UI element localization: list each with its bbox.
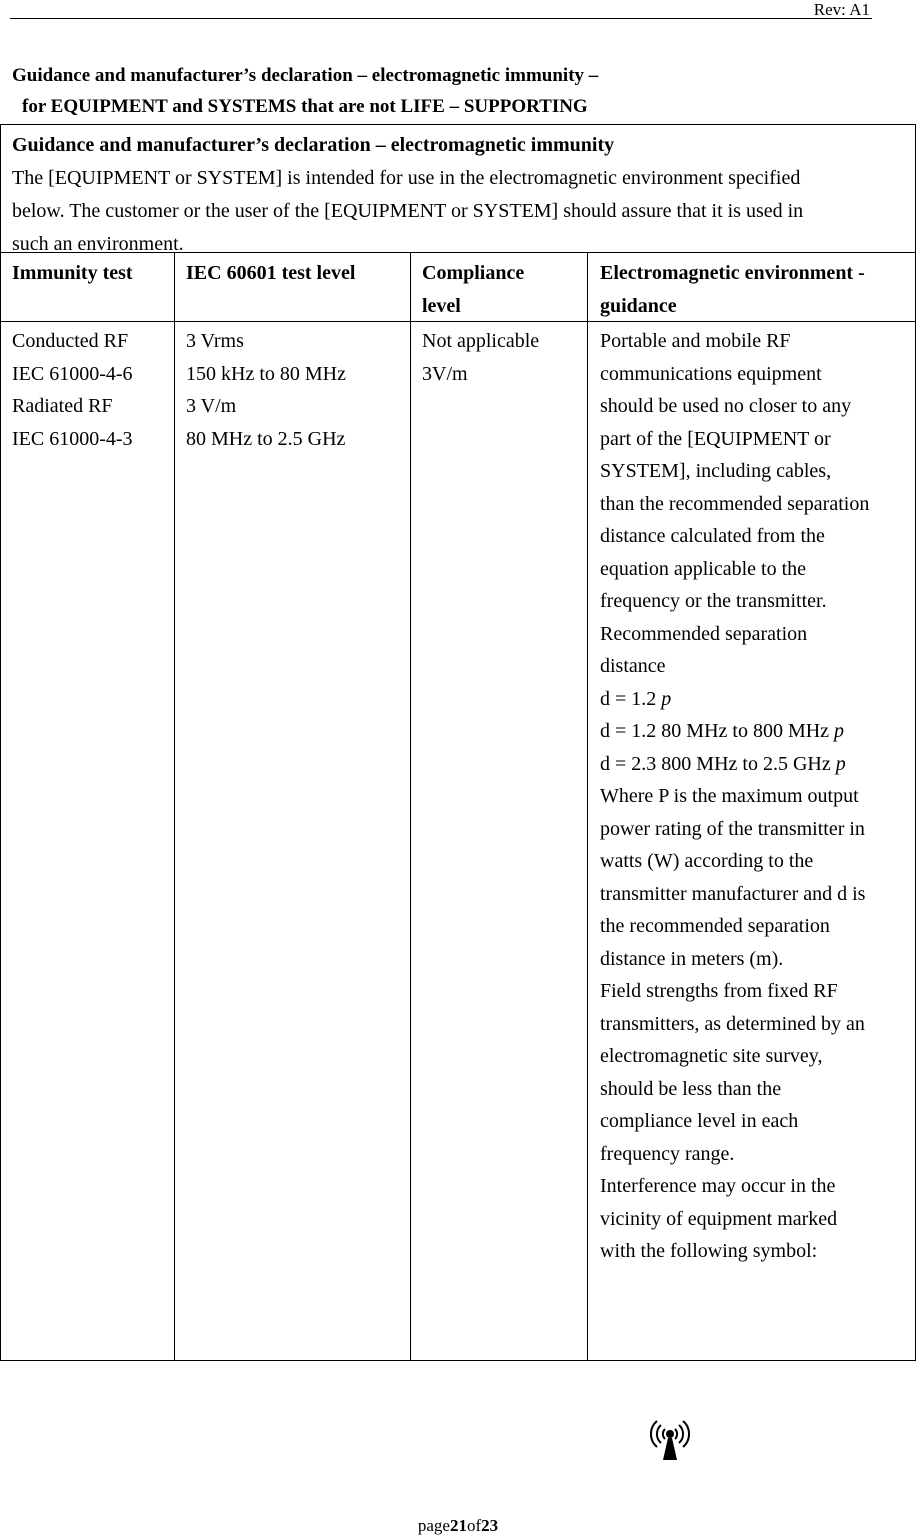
guidance-line: Where P is the maximum output bbox=[600, 785, 859, 807]
column-header-environment bbox=[600, 257, 910, 323]
column-divider bbox=[410, 253, 411, 1360]
cell-line: 150 kHz to 80 MHz bbox=[186, 362, 346, 385]
guidance-line: than the recommended separation bbox=[600, 492, 870, 515]
intro-line: The [EQUIPMENT or SYSTEM] is intended for use in the electromagnetic environment specified bbox=[12, 167, 801, 189]
guidance-line: should be used no closer to any bbox=[600, 395, 852, 417]
table-intro bbox=[1, 125, 915, 253]
formula-text: d = 2.3 800 MHz to 2.5 GHz bbox=[600, 752, 836, 775]
column-header-compliance-line-2: level bbox=[422, 295, 461, 317]
guidance-line: frequency or the transmitter. bbox=[600, 590, 827, 612]
document-heading bbox=[12, 60, 598, 122]
formula-text: d = 1.2 bbox=[600, 687, 662, 710]
page-number bbox=[0, 1516, 916, 1536]
table-title: Guidance and manufacturer’s declaration – electromagnetic immunity bbox=[12, 134, 615, 156]
page-current: 21 bbox=[449, 1516, 467, 1535]
cell-line: 3V/m bbox=[422, 362, 468, 385]
cell-guidance bbox=[600, 325, 910, 1268]
cell-line: 3 V/m bbox=[186, 395, 237, 417]
guidance-line: Portable and mobile RF bbox=[600, 330, 791, 352]
formula-variable: p bbox=[661, 687, 672, 710]
column-header-compliance-line-1: Compliance bbox=[422, 262, 525, 284]
cell-line: Conducted RF bbox=[12, 330, 129, 352]
heading-line-2: for EQUIPMENT and SYSTEMS that are not LIFE – SUPPORTING bbox=[22, 96, 588, 117]
page-prefix: page bbox=[417, 1516, 450, 1535]
formula-variable: p bbox=[835, 752, 846, 775]
column-header-environment-line-2: guidance bbox=[600, 295, 677, 317]
guidance-line: the recommended separation bbox=[600, 915, 830, 937]
cell-line: IEC 61000-4-3 bbox=[12, 427, 133, 450]
guidance-line: Recommended separation bbox=[600, 622, 808, 645]
page-total: 23 bbox=[481, 1516, 499, 1535]
cell-test-level bbox=[186, 325, 408, 455]
guidance-line: electromagnetic site survey, bbox=[600, 1045, 823, 1067]
table-body bbox=[1, 253, 915, 1360]
guidance-line: compliance level in each bbox=[600, 1110, 799, 1132]
cell-line: Not applicable bbox=[422, 330, 540, 352]
heading-line-1: Guidance and manufacturer’s declaration – electromagnetic immunity – bbox=[12, 65, 599, 86]
guidance-line: transmitters, as determined by an bbox=[600, 1012, 865, 1035]
intro-line: below. The customer or the user of the [EQUIPMENT or SYSTEM] should assure that it is used in bbox=[12, 200, 804, 222]
formula-variable: p bbox=[834, 720, 845, 742]
column-divider bbox=[587, 253, 588, 1360]
guidance-line: distance calculated from the bbox=[600, 525, 825, 547]
guidance-line: Interference may occur in the bbox=[600, 1175, 836, 1197]
cell-line: 80 MHz to 2.5 GHz bbox=[186, 427, 346, 450]
guidance-line: equation applicable to the bbox=[600, 557, 807, 580]
guidance-line: distance bbox=[600, 655, 666, 677]
guidance-line: part of the [EQUIPMENT or bbox=[600, 427, 831, 450]
cell-immunity-test bbox=[12, 325, 172, 455]
column-header-environment-line-1: Electromagnetic environment - bbox=[600, 262, 865, 284]
revision-label: Rev: A1 bbox=[813, 0, 870, 19]
formula-line bbox=[600, 715, 910, 748]
cell-line: Radiated RF bbox=[12, 395, 113, 417]
column-header-test-level: IEC 60601 test level bbox=[186, 262, 356, 284]
guidance-line: watts (W) according to the bbox=[600, 850, 814, 872]
formula-text: d = 1.2 80 MHz to 800 MHz bbox=[600, 720, 835, 742]
cell-compliance bbox=[422, 325, 584, 390]
non-ionizing-radiation-icon bbox=[644, 1414, 696, 1462]
intro-line: such an environment. bbox=[12, 233, 184, 255]
cell-line: 3 Vrms bbox=[186, 330, 244, 352]
guidance-line: transmitter manufacturer and d is bbox=[600, 882, 866, 905]
column-divider bbox=[174, 253, 175, 1360]
cell-line: IEC 61000-4-6 bbox=[12, 362, 133, 385]
column-header-immunity-test: Immunity test bbox=[12, 262, 133, 284]
guidance-line: with the following symbol: bbox=[600, 1240, 818, 1262]
formula-line bbox=[600, 683, 910, 716]
guidance-line: vicinity of equipment marked bbox=[600, 1207, 838, 1230]
immunity-table bbox=[0, 124, 916, 1361]
guidance-line: SYSTEM], including cables, bbox=[600, 460, 832, 482]
column-header-compliance bbox=[422, 257, 584, 323]
guidance-line: Field strengths from fixed RF bbox=[600, 980, 838, 1002]
header-rule bbox=[10, 18, 872, 19]
guidance-line: distance in meters (m). bbox=[600, 947, 784, 970]
guidance-line: power rating of the transmitter in bbox=[600, 817, 865, 840]
guidance-line: frequency range. bbox=[600, 1142, 735, 1165]
formula-line bbox=[600, 748, 910, 781]
guidance-line: communications equipment bbox=[600, 362, 822, 385]
guidance-line: should be less than the bbox=[600, 1077, 782, 1100]
guidance-text bbox=[600, 325, 910, 1268]
page-of: of bbox=[466, 1516, 482, 1535]
table-intro-text bbox=[12, 162, 908, 261]
